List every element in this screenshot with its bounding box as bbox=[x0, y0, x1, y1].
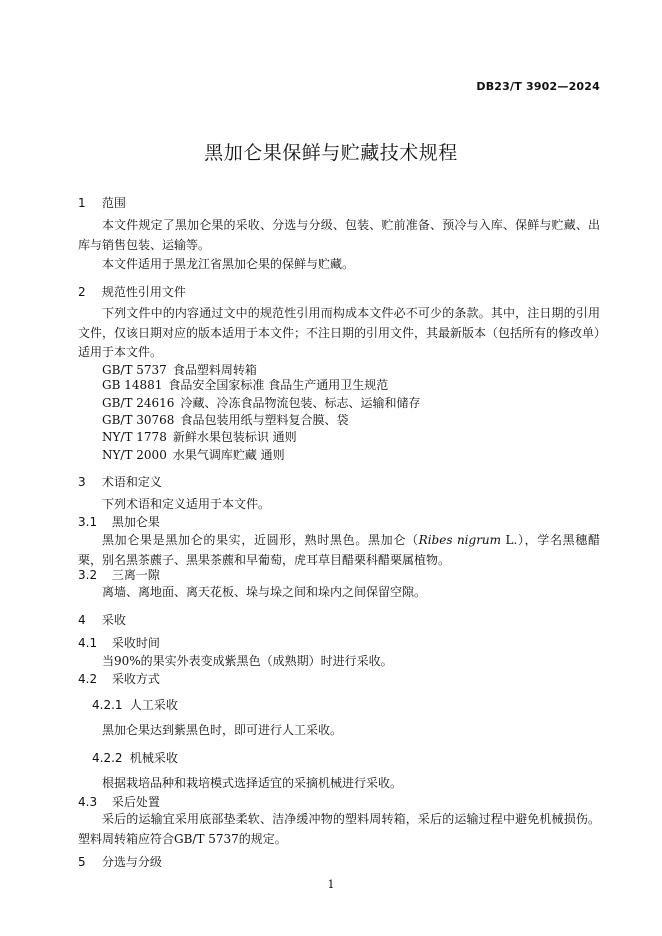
clause-4-1-heading bbox=[78, 634, 160, 651]
section-number: 5 bbox=[78, 855, 86, 869]
section-2-paragraph-1: 下列文件中的内容通过文中的规范性引用而构成本文件必不可少的条款。其中，注日期的引用文件，仅该日期对应的版本适用于本文件；不注日期的引用文件，其最新版本（包括所有的修改单）适用于本文件。 bbox=[78, 306, 601, 359]
page-number: 1 bbox=[327, 878, 335, 891]
section-title: 采收 bbox=[101, 613, 126, 627]
section-4-heading bbox=[78, 611, 126, 628]
term-3-1-definition: 黑加仑果是黑加仑的果实，近圆形，熟时黑色。黑加仑（Ribes nigrum L.），学名黑穗醋栗，别名黑茶藨子、黑果茶藨和早葡萄，虎耳草目醋栗科醋栗属植物。 bbox=[78, 533, 600, 567]
section-1-paragraph-1: 本文件规定了黑加仑果的采收、分选与分级、包装、贮前准备、预冷与入库、保鲜与贮藏、出库与销售包装、运输等。 bbox=[78, 218, 600, 252]
reference-item: GB/T 30768 食品包装用纸与塑料复合膜、袋 bbox=[102, 413, 349, 427]
clause-number: 4.1 bbox=[78, 636, 98, 650]
section-number: 4 bbox=[78, 613, 86, 627]
term-number: 3.2 bbox=[78, 568, 98, 582]
section-title: 术语和定义 bbox=[101, 475, 162, 489]
clause-number: 4.2.1 bbox=[92, 698, 123, 712]
clause-title: 采收时间 bbox=[111, 636, 160, 650]
section-number: 3 bbox=[78, 475, 86, 489]
term-title: 黑加仑果 bbox=[111, 515, 160, 529]
section-title: 分选与分级 bbox=[101, 855, 162, 869]
section-5-heading bbox=[78, 853, 162, 870]
term-3-1-heading bbox=[78, 513, 160, 530]
document-code: DB23/T 3902—2024 bbox=[476, 80, 600, 93]
term-number: 3.1 bbox=[78, 515, 98, 529]
clause-4-2-heading bbox=[78, 670, 160, 687]
clause-title: 采收方式 bbox=[111, 672, 160, 686]
reference-item: NY/T 1778 新鲜水果包装标识 通则 bbox=[102, 430, 297, 444]
clause-4-3-text: 采后的运输宜采用底部垫柔软、洁净缓冲物的塑料周转箱，采后的运输过程中避免机械损伤。塑料周转箱应符合GB/T 5737的规定。 bbox=[78, 812, 600, 846]
section-1-heading bbox=[78, 194, 126, 211]
clause-4-2-1-heading bbox=[92, 696, 178, 713]
clause-4-2-1-text: 黑加仑果达到紫黑色时，即可进行人工采收。 bbox=[102, 723, 343, 737]
clause-number: 4.3 bbox=[78, 795, 98, 809]
page-title: 黑加仑果保鲜与贮藏技术规程 bbox=[204, 142, 458, 164]
reference-item: NY/T 2000 水果气调库贮藏 通则 bbox=[102, 448, 285, 462]
clause-title: 人工采收 bbox=[129, 698, 178, 712]
clause-title: 采后处置 bbox=[111, 795, 160, 809]
reference-item: GB/T 24616 冷藏、冷冻食品物流包装、标志、运输和储存 bbox=[102, 396, 421, 410]
clause-4-3-heading bbox=[78, 793, 160, 810]
term-title: 三离一隙 bbox=[111, 568, 160, 582]
section-title: 范围 bbox=[101, 196, 126, 210]
clause-number: 4.2.2 bbox=[92, 751, 123, 765]
clause-4-1-text: 当90%的果实外表变成紫黑色（成熟期）时进行采收。 bbox=[102, 654, 393, 668]
section-3-heading bbox=[78, 473, 162, 490]
clause-4-2-2-heading bbox=[92, 749, 178, 766]
term-3-2-definition: 离墙、离地面、离天花板、垛与垛之间和垛内之间保留空隙。 bbox=[102, 585, 427, 599]
reference-item: GB 14881 食品安全国家标准 食品生产通用卫生规范 bbox=[102, 378, 389, 392]
clause-4-2-2-text: 根据栽培品种和栽培模式选择适宜的采摘机械进行采收。 bbox=[102, 776, 403, 790]
section-2-heading bbox=[78, 283, 186, 300]
latin-name: Ribes nigrum bbox=[418, 533, 502, 547]
section-1-paragraph-2: 本文件适用于黑龙江省黑加仑果的保鲜与贮藏。 bbox=[102, 257, 355, 271]
reference-item: GB/T 5737 食品塑料周转箱 bbox=[102, 363, 257, 377]
section-number: 2 bbox=[78, 285, 86, 299]
section-3-paragraph-1: 下列术语和定义适用于本文件。 bbox=[102, 497, 271, 511]
clause-number: 4.2 bbox=[78, 672, 98, 686]
section-number: 1 bbox=[78, 196, 86, 210]
section-title: 规范性引用文件 bbox=[101, 285, 186, 299]
clause-title: 机械采收 bbox=[129, 751, 178, 765]
term-3-2-heading bbox=[78, 566, 160, 583]
